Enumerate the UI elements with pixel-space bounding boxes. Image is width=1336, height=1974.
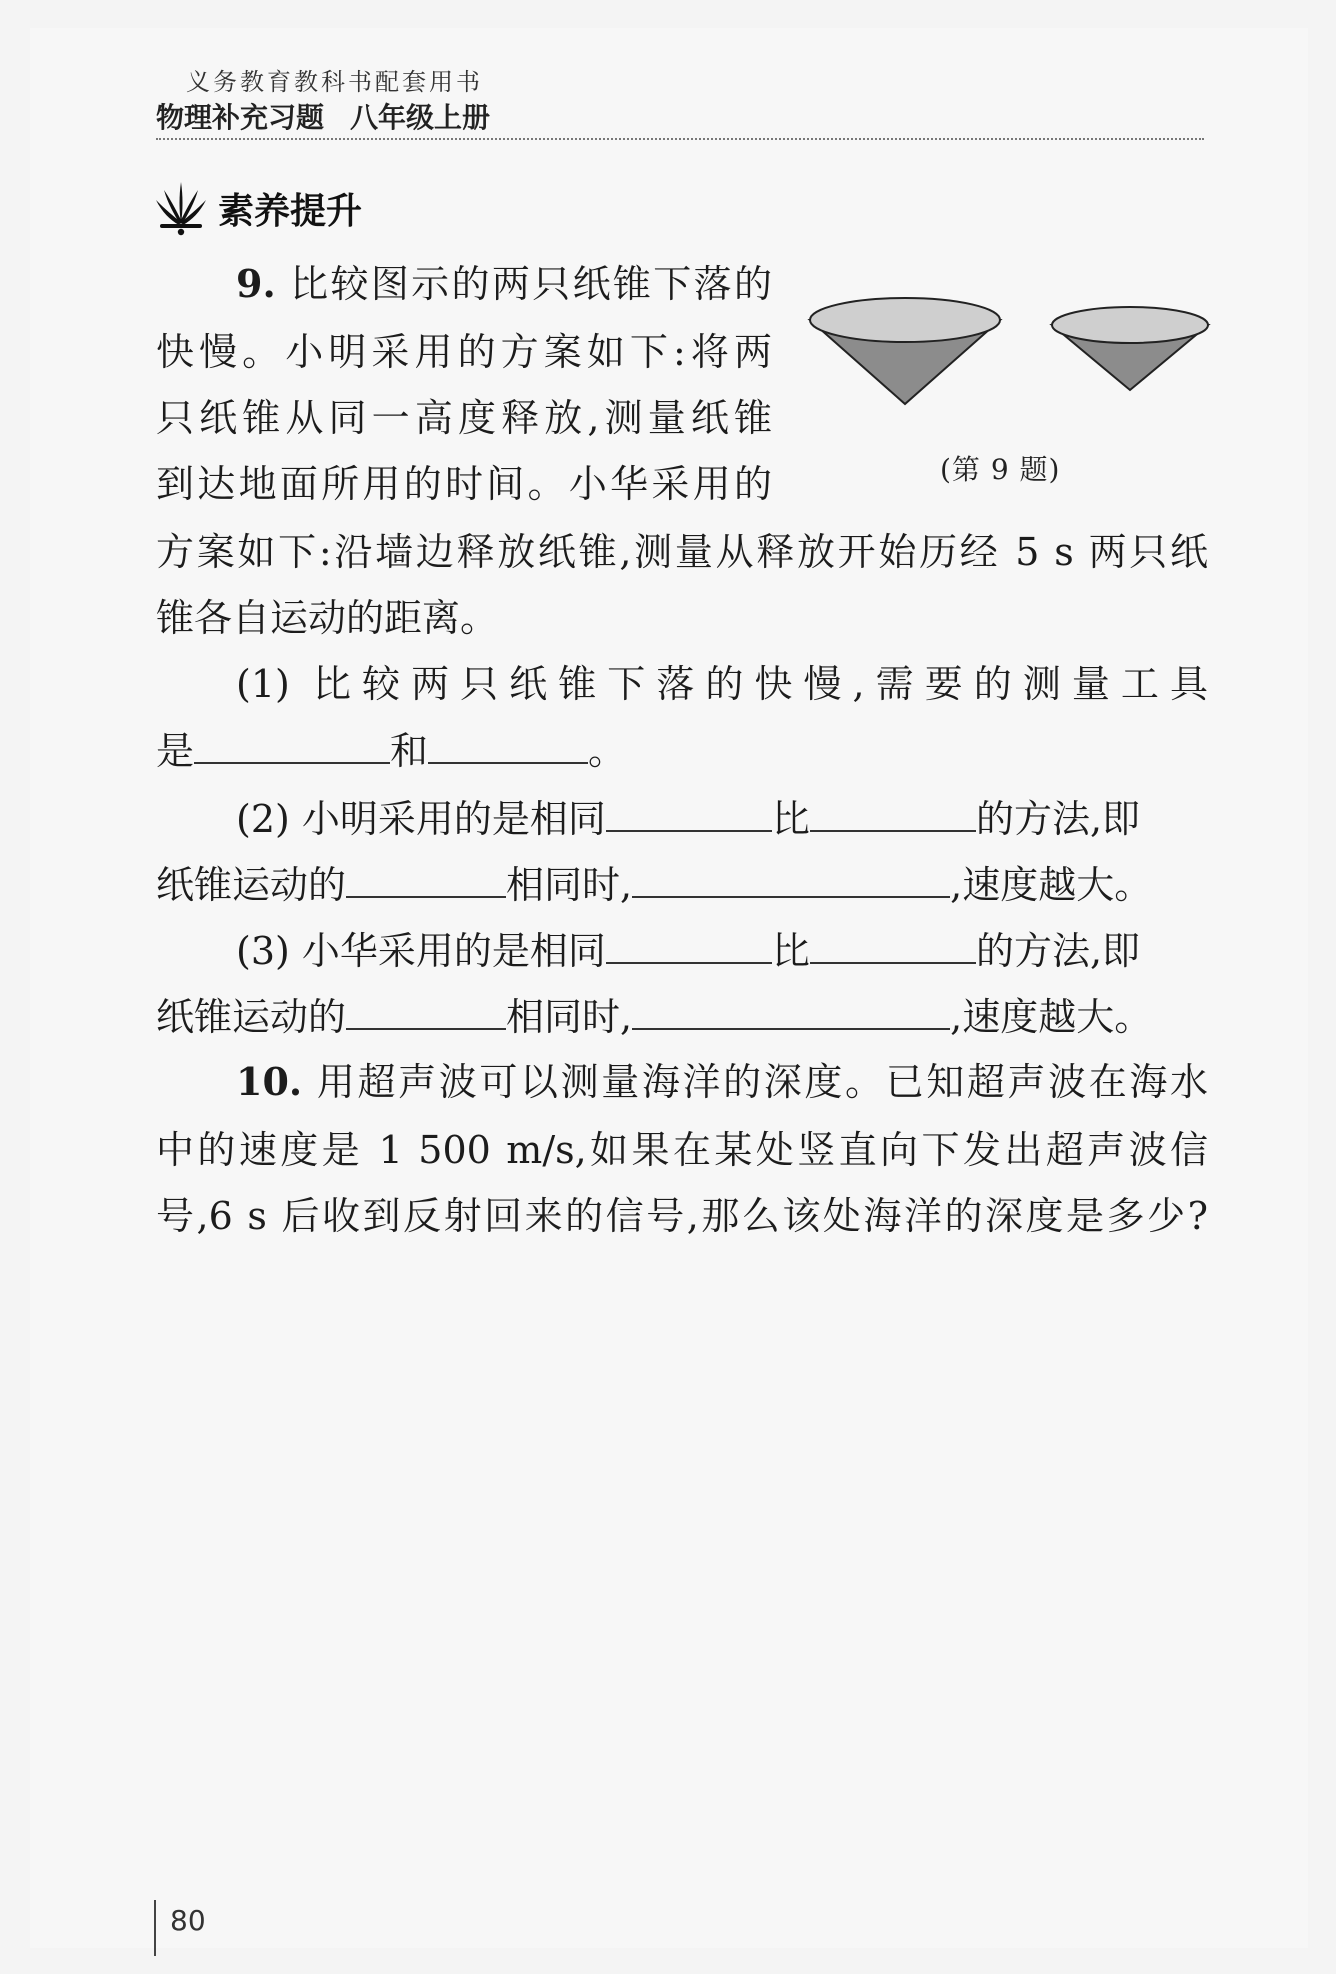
q9-part3-mid: 比 [771, 929, 810, 973]
q9-part1-line-2 [156, 728, 626, 773]
page-number: 80 [170, 1904, 206, 1937]
section-title: 素养提升 [218, 190, 363, 232]
q9-part3-end: 的方法,即 [975, 929, 1141, 973]
book-title [156, 96, 490, 136]
q9-part3-prefix: (3) 小华采用的是相同 [236, 929, 606, 973]
answer-blank-3[interactable] [606, 796, 772, 832]
q10-text-1: 用超声波可以测量海洋的深度。已知超声波在海水 [316, 1060, 1208, 1104]
answer-blank-1[interactable] [194, 728, 390, 764]
series-title: 义务教育教科书配套用书 [186, 68, 483, 96]
q9-part3-line2-prefix: 纸锥运动的 [156, 995, 347, 1039]
q9-part2-line-2 [156, 862, 1152, 907]
answer-blank-6[interactable] [632, 862, 950, 898]
answer-blank-7[interactable] [606, 928, 772, 964]
q9-part3-line2-mid: 相同时, [506, 995, 633, 1039]
q9-line-6: 锥各自运动的距离。 [156, 596, 499, 640]
cone-small [1052, 307, 1208, 390]
grade-label: 八年级上册 [350, 101, 491, 134]
answer-blank-5[interactable] [346, 862, 506, 898]
q9-part1-suffix: 。 [588, 729, 627, 773]
page-number-bar [154, 1900, 156, 1956]
answer-blank-2[interactable] [428, 728, 588, 764]
q9-number: 9. [236, 261, 276, 306]
q9-part2-line2-prefix: 纸锥运动的 [156, 863, 347, 907]
q9-part2-prefix: (2) 小明采用的是相同 [236, 797, 606, 841]
q10-line-1 [236, 1060, 1208, 1104]
section-header [152, 180, 362, 236]
book-title-text: 物理补充习题 [156, 101, 325, 134]
figure-caption: (第 9 题) [940, 453, 1061, 486]
answer-blank-9[interactable] [346, 994, 506, 1030]
q9-line-4: 到达地面所用的时间。小华采用的 [156, 462, 772, 506]
q9-line-3: 只纸锥从同一高度释放,测量纸锥 [156, 396, 772, 440]
q9-line-2: 快慢。小明采用的方案如下:将两 [156, 330, 772, 374]
q9-part2-mid: 比 [771, 797, 810, 841]
answer-blank-8[interactable] [810, 928, 976, 964]
q9-part2-line2-mid: 相同时, [506, 863, 633, 907]
q9-line-1 [236, 262, 772, 306]
q9-part2-end: 的方法,即 [975, 797, 1141, 841]
answer-blank-4[interactable] [810, 796, 976, 832]
q9-part1-line-1: (1) 比较两只纸锥下落的快慢,需要的测量工具 [236, 662, 1208, 706]
paper-cones-figure [800, 292, 1220, 422]
q9-part1-prefix: 是 [156, 729, 195, 773]
q9-part2-line-1 [236, 796, 1140, 841]
q9-line-5: 方案如下:沿墙边释放纸锥,测量从释放开始历经 5 s 两只纸 [156, 530, 1208, 574]
q10-line-2: 中的速度是 1 500 m/s,如果在某处竖直向下发出超声波信 [156, 1128, 1208, 1172]
q9-part3-line-1 [236, 928, 1140, 973]
q9-part3-line-2 [156, 994, 1152, 1039]
q9-part1-middle: 和 [390, 729, 429, 773]
q10-number: 10. [236, 1059, 303, 1104]
q9-text-1: 比较图示的两只纸锥下落的 [290, 262, 772, 306]
q9-part3-line2-end: ,速度越大。 [950, 995, 1153, 1039]
sprout-icon [152, 180, 210, 236]
q9-part2-line2-end: ,速度越大。 [950, 863, 1153, 907]
q10-line-3: 号,6 s 后收到反射回来的信号,那么该处海洋的深度是多少? [156, 1194, 1208, 1238]
answer-blank-10[interactable] [632, 994, 950, 1030]
cone-large [810, 298, 1000, 404]
header-divider [156, 138, 1204, 140]
